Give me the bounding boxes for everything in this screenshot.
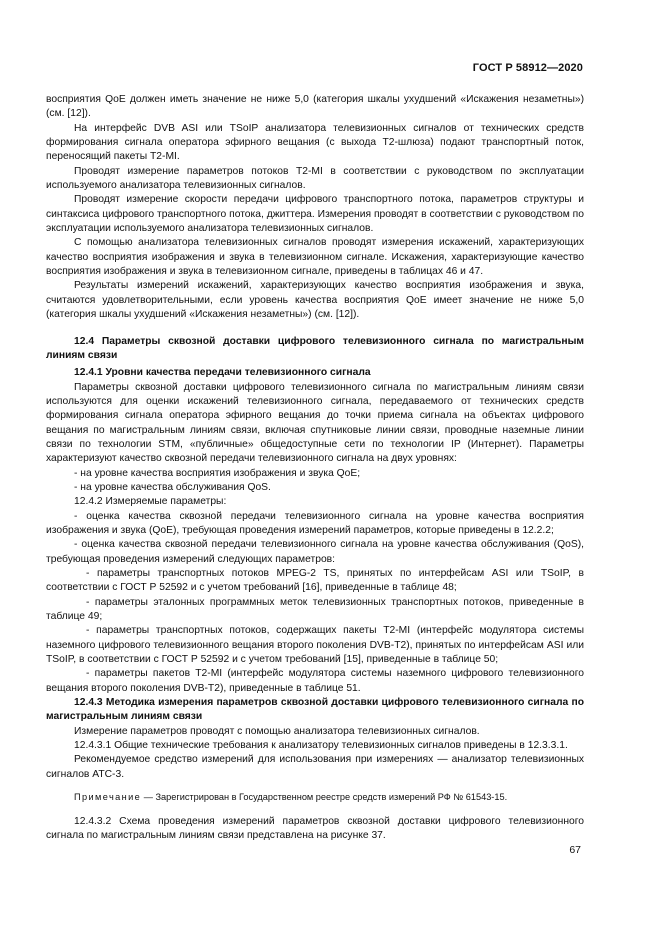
sub-list-item: - параметры транспортных потоков MPEG-2 TS, принятых по интерфейсам ASI или TSoIP, в соответствии с ГОСТ Р 52592 и с учетом требований [16], приведенные в таблице 48; (46, 568, 584, 594)
paragraph: восприятия QoE должен иметь значение не ниже 5,0 (категория шкалы ухудшений «Искажения незаметны») (см. [12]). (46, 94, 584, 120)
page-number: 67 (569, 844, 581, 856)
standard-header: ГОСТ Р 58912—2020 (472, 62, 583, 74)
sub-list-item: - параметры эталонных программных меток телевизионных транспортных потоков, приведенные в таблице 49; (46, 596, 584, 623)
list-item: - на уровне качества восприятия изображения и звука QoE; (74, 467, 361, 479)
list-item: - на уровне качества обслуживания QoS. (74, 481, 271, 493)
paragraph: С помощью анализатора телевизионных сигналов проводят измерения искажений, характеризующих качество восприятия изображения и звука в телевизионном сигнале. Искажения, характеризующие качество восприятия изображения и звука в телевизионном сигнале, приведены в таблицах 46 и 47. (46, 237, 584, 278)
paragraph: Проводят измерение скорости передачи цифрового транспортного потока, параметров структуры и синтаксиса цифрового транспортного потока, джиттера. Измерения проводят в соответствии с руководством по эксплуатации используемого анализатора телевизионных сигналов. (46, 194, 584, 235)
note-label: Примечание (74, 792, 142, 803)
note-text: — Зарегистрирован в Государственном реестре средств измерений РФ № 61543-15. (141, 792, 508, 803)
paragraph: Измерение параметров проводят с помощью анализатора телевизионных сигналов. (74, 725, 480, 737)
paragraph: Результаты измерений искажений, характеризующих качество восприятия изображения и звука, считаются удовлетворительными, если уровень качества восприятия QoE имеет значение не ниже 5,0 (категория шкалы ухудшений «Искажения незаметны») (см. [12]). (46, 280, 584, 321)
subsection-heading-12-4-1: 12.4.1 Уровни качества передачи телевизионного сигнала (74, 367, 371, 379)
paragraph: Проводят измерение параметров потоков Т2-MI в соответствии с руководством по эксплуатации используемого анализатора телевизионных сигналов. (46, 165, 584, 192)
section-heading-12-4: 12.4 Параметры сквозной доставки цифрового телевизионного сигнала по магистральным линиям связи (46, 335, 584, 361)
paragraph: Параметры сквозной доставки цифрового телевизионного сигнала по магистральным линиям связи используются для оценки искажений телевизионного сигнала, передаваемого от технических средств формирования сигнала оператора эфирного вещания до точки приема сигнала на объектах цифрового вещания по магистральным линиям связи, включая спутниковые линии связи, проводные наземные линии связи по технологии STM, «публичные» общедоступные сети по технологии IP (Интернет). Параметры характеризуют качество сквозной передачи телевизионного сигнала на двух уровнях: (46, 381, 584, 465)
list-item: - оценка качества сквозной передачи телевизионного сигнала на уровне качества обслуживания (QoS), требующая проведения измерений следующих параметров: (46, 539, 584, 565)
note (46, 790, 584, 804)
subsection-heading-12-4-3: 12.4.3 Методика измерения параметров сквозной доставки цифрового телевизионного сигнала по магистральным линиям связи (46, 697, 584, 723)
document-body (46, 93, 584, 843)
paragraph: 12.4.3.2 Схема проведения измерений параметров сквозной доставки цифрового телевизионного сигнала по магистральным линиям связи представлена на рисунке 37. (46, 815, 584, 841)
sub-list-item: - параметры пакетов Т2-MI (интерфейс модулятора системы наземного цифрового телевизионного вещания второго поколения DVB-T2), приведенные в таблице 51. (46, 668, 584, 694)
sub-list-item: - параметры транспортных потоков, содержащих пакеты Т2-MI (интерфейс модулятора системы наземного цифрового телевизионного вещания второго поколения DVB-T2), принятых по интерфейсам ASI или TSoIP, в соответствии с ГОСТ Р 52592 и с учетом требований [15], приведенные в таблице 50; (46, 625, 584, 666)
paragraph: 12.4.3.1 Общие технические требования к анализатору телевизионных сигналов приведены в 12.3.3.1. (74, 740, 568, 752)
paragraph: Рекомендуемое средство измерений для использования при измерениях — анализатор телевизионных сигналов АТС-3. (46, 754, 584, 780)
paragraph: 12.4.2 Измеряемые параметры: (74, 496, 227, 508)
list-item: - оценка качества сквозной передачи телевизионного сигнала на уровне качества восприятия изображения и звука (QoE), требующая проведения измерений параметров, которые приведены в 12.2.2; (46, 510, 584, 536)
paragraph: На интерфейс DVB ASI или TSoIP анализатора телевизионных сигналов от технических средств формирования сигнала оператора эфирного вещания (с выхода Т2-шлюза) подают транспортный поток, переносящий пакеты Т2-MI. (46, 122, 584, 163)
